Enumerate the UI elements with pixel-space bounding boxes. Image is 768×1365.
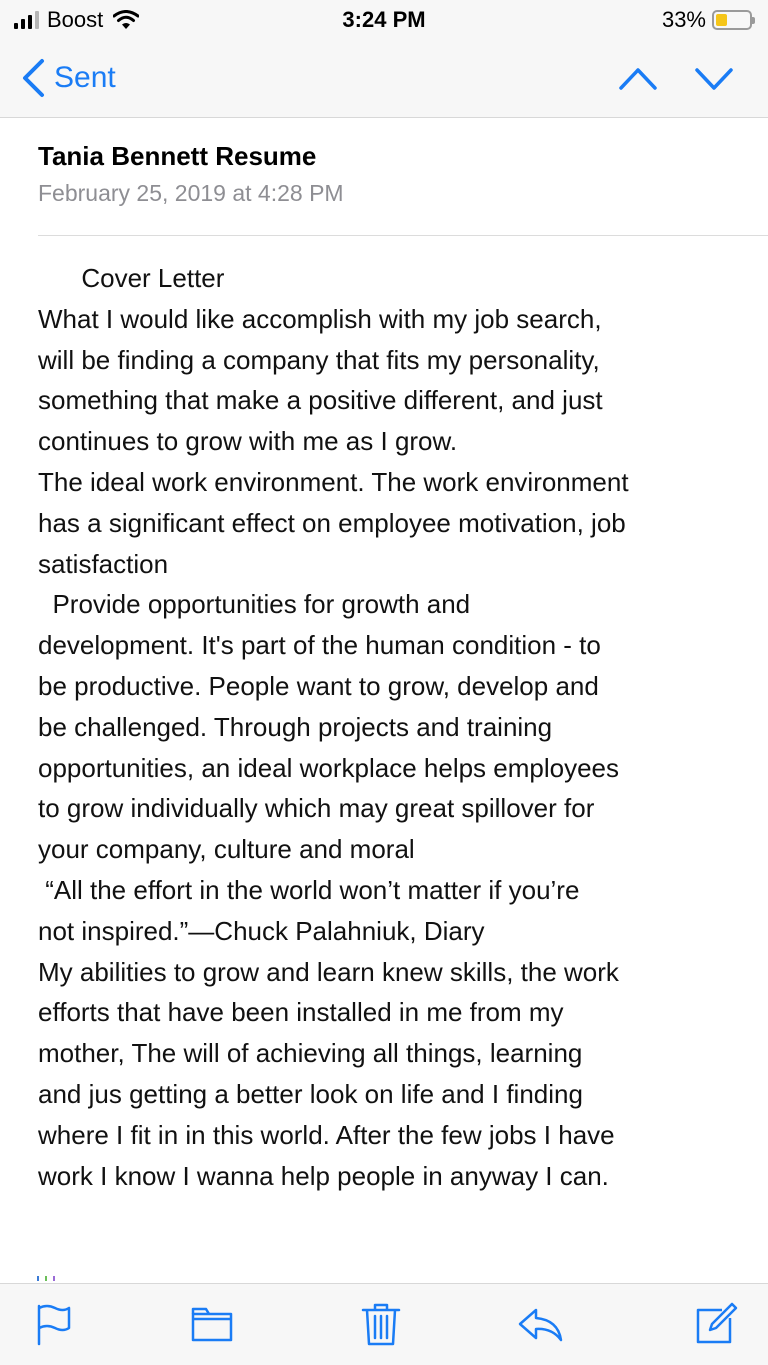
folder-icon xyxy=(190,1302,234,1346)
reply-button[interactable] xyxy=(516,1302,564,1346)
message-body-line: your company, culture and moral xyxy=(38,834,415,865)
message-body-line: efforts that have been installed in me from my xyxy=(38,997,564,1028)
status-bar xyxy=(0,0,768,40)
message-body-line: be challenged. Through projects and training xyxy=(38,711,553,742)
back-label: Sent xyxy=(54,61,116,94)
message-body-line: My abilities to grow and learn knew skills, the work xyxy=(38,956,619,987)
nav-bar xyxy=(0,40,768,118)
chevron-left-icon xyxy=(20,58,46,98)
scroll-indicator xyxy=(37,1276,55,1281)
battery-percent: 33% xyxy=(661,7,706,32)
message-body-line: Cover Letter xyxy=(38,263,225,293)
bottom-toolbar xyxy=(0,1283,768,1365)
message-navigation xyxy=(618,62,734,94)
message-body-line: What I would like accomplish with my job search, xyxy=(38,303,602,334)
message-body-line: something that make a positive different, and just xyxy=(38,385,603,416)
message-body-line: “All the effort in the world won’t matter if you’re xyxy=(38,874,580,905)
message-body-line: satisfaction xyxy=(38,548,169,579)
move-to-folder-button[interactable] xyxy=(190,1302,234,1346)
message-body-line: continues to grow with me as I grow. xyxy=(38,426,458,457)
message-body-line: be productive. People want to grow, develop and xyxy=(38,670,599,701)
flag-icon xyxy=(34,1302,74,1346)
battery-icon xyxy=(712,10,752,30)
trash-icon xyxy=(360,1302,402,1346)
message-body-line: development. It's part of the human condition - to xyxy=(38,630,601,661)
message-body-line: and jus getting a better look on life and I finding xyxy=(38,1078,583,1109)
message-body-line: where I fit in in this world. After the few jobs I have xyxy=(38,1119,615,1150)
message-body xyxy=(38,258,738,1196)
chevron-up-icon[interactable] xyxy=(618,62,658,94)
message-body-line: has a significant effect on employee motivation, job xyxy=(38,507,626,538)
chevron-down-icon[interactable] xyxy=(694,62,734,94)
message-subject: Tania Bennett Resume xyxy=(38,141,317,171)
reply-icon xyxy=(516,1302,564,1346)
compose-button[interactable] xyxy=(694,1302,738,1346)
message-body-line: mother, The will of achieving all things, learning xyxy=(38,1038,583,1069)
compose-icon xyxy=(694,1302,738,1346)
status-time: 3:24 PM xyxy=(342,7,426,32)
message-body-line: to grow individually which may great spillover for xyxy=(38,793,595,824)
back-button[interactable] xyxy=(20,58,116,98)
message-body-line: not inspired.”—Chuck Palahniuk, Diary xyxy=(38,915,485,946)
message-body-line: opportunities, an ideal workplace helps employees xyxy=(38,752,620,783)
status-right xyxy=(662,8,752,32)
message-body-line: The ideal work environment. The work environment xyxy=(38,466,629,497)
message-header xyxy=(38,118,768,236)
battery-fill xyxy=(716,14,727,26)
flag-button[interactable] xyxy=(34,1302,74,1346)
delete-button[interactable] xyxy=(360,1302,402,1346)
message-body-line: Provide opportunities for growth and xyxy=(38,589,471,620)
message-body-line: will be finding a company that fits my personality, xyxy=(38,344,600,375)
carrier-name: Boost xyxy=(47,7,104,32)
message-body-line: work I know I wanna help people in anyway I can. xyxy=(38,1160,609,1191)
message-date: February 25, 2019 at 4:28 PM xyxy=(38,180,344,206)
